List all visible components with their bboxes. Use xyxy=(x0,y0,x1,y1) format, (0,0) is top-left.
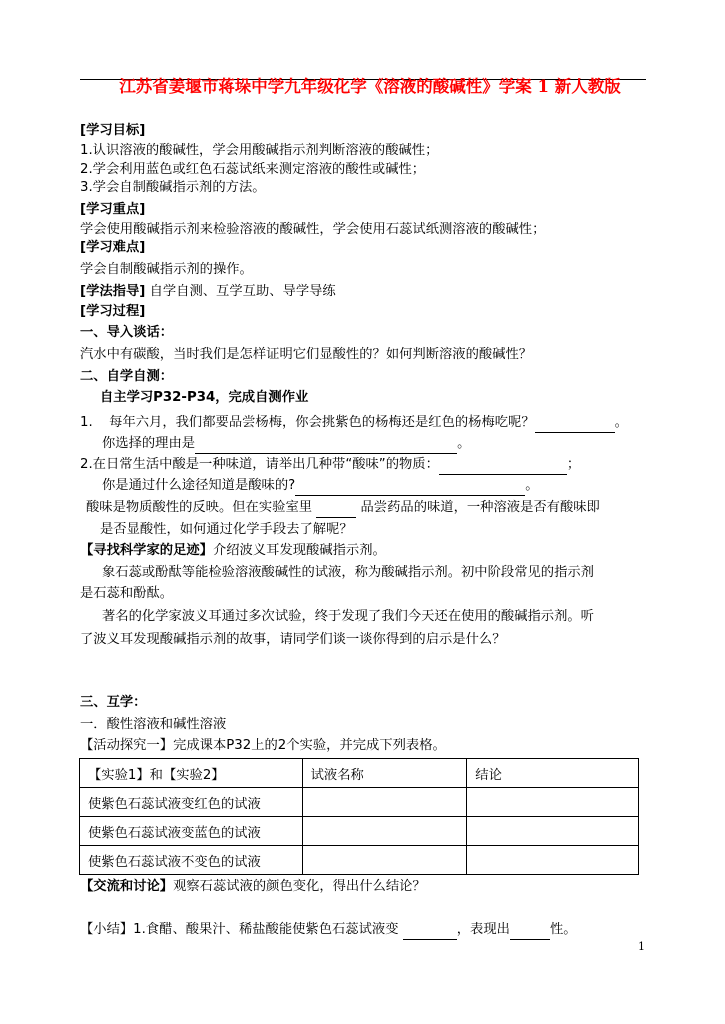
mutual-sub: 一．酸性溶液和碱性溶液 xyxy=(80,717,227,732)
question-2-text: 2.在日常生活中酸是一种味道，请举出几种带“酸味”的物质： xyxy=(80,457,439,472)
method-heading: [学法指导] xyxy=(80,284,146,299)
paragraph-1-line-1 xyxy=(86,498,600,518)
table-cell[interactable] xyxy=(302,846,467,875)
experiment-table xyxy=(79,758,639,875)
intro-heading: 一、导入谈话： xyxy=(80,325,174,340)
table-cell: 使紫色石蕊试液变红色的试液 xyxy=(80,788,303,817)
method-line xyxy=(80,282,336,302)
table-cell[interactable] xyxy=(467,817,639,846)
answer-blank-4[interactable] xyxy=(295,481,525,496)
table-cell[interactable] xyxy=(467,846,639,875)
paragraph-1b: 品尝药品的味道，一种溶液是否有酸味即 xyxy=(360,500,600,515)
answer-blank-1[interactable] xyxy=(535,418,615,433)
question-1 xyxy=(80,413,628,433)
process-heading: [学习过程] xyxy=(80,304,146,319)
scientist-text: 介绍波义耳发现酸碱指示剂。 xyxy=(212,543,386,558)
self-test-heading: 二、自学自测： xyxy=(80,369,174,384)
paragraph-3-line-2: 了波义耳发现酸碱指示剂的故事，请同学们谈一谈你得到的启示是什么？ xyxy=(80,632,506,647)
page-number: 1 xyxy=(638,940,645,953)
summary-text-c: 性。 xyxy=(549,922,577,937)
paragraph-2-line-1: 象石蕊或酚酞等能检验溶液酸碱性的试液，称为酸碱指示剂。初中阶段常见的指示剂 xyxy=(102,565,594,580)
table-header-cell: 【实验1】和【实验2】 xyxy=(80,759,303,788)
answer-blank-5[interactable] xyxy=(316,503,356,518)
answer-blank-2[interactable] xyxy=(195,439,457,454)
goal-item-2: 2.学会利用蓝色或红色石蕊试纸来测定溶液的酸性或碱性； xyxy=(80,162,426,177)
page-title: 江苏省姜堰市蒋垛中学九年级化学《溶液的酸碱性》学案 1 新人教版 xyxy=(119,77,621,96)
discuss-line xyxy=(80,877,426,897)
question-2b-end: 。 xyxy=(525,478,539,493)
table-header-cell: 结论 xyxy=(467,759,639,788)
discuss-text: 观察石蕊试液的颜色变化，得出什么结论？ xyxy=(173,879,426,894)
table-header-cell: 试液名称 xyxy=(302,759,467,788)
difficulty-text: 学会自制酸碱指示剂的操作。 xyxy=(80,262,253,277)
answer-blank-3[interactable] xyxy=(439,460,567,475)
table-header-row xyxy=(80,759,639,788)
goal-item-1: 1.认识溶液的酸碱性，学会用酸碱指示剂判断溶液的酸碱性； xyxy=(80,143,439,158)
mutual-heading: 三、互学： xyxy=(80,695,147,710)
question-1-reason-label: 你选择的理由是 xyxy=(102,436,196,451)
question-1-number: 1. xyxy=(80,415,93,430)
self-test-sub: 自主学习P32-P34，完成自测作业 xyxy=(100,390,309,405)
table-row xyxy=(80,817,639,846)
goals-heading: [学习目标] xyxy=(80,123,146,138)
question-1-text: 每年六月，我们都要品尝杨梅，你会挑紫色的杨梅还是红色的杨梅吃呢？ xyxy=(109,415,535,430)
question-1-end: 。 xyxy=(614,415,628,430)
scientist-line xyxy=(80,541,386,561)
table-cell[interactable] xyxy=(302,817,467,846)
question-2-end: ； xyxy=(566,457,581,472)
goal-item-3: 3.学会自制酸碱指示剂的方法。 xyxy=(80,180,266,195)
key-text: 学会使用酸碱指示剂来检验溶液的酸碱性，学会使用石蕊试纸测溶液的酸碱性； xyxy=(80,222,546,237)
difficulty-heading: [学习难点] xyxy=(80,240,146,255)
question-1-reason-end: 。 xyxy=(457,436,471,451)
question-2 xyxy=(80,455,580,475)
activity-text: 完成课本P32上的2个实验，并完成下列表格。 xyxy=(173,738,446,753)
discuss-heading: 【交流和讨论】 xyxy=(80,879,174,894)
answer-blank-6[interactable] xyxy=(403,925,457,940)
question-2b-text: 你是通过什么途径知道是酸味的? xyxy=(102,478,296,493)
intro-text: 汽水中有碳酸，当时我们是怎样证明它们显酸性的？如何判断溶液的酸碱性？ xyxy=(80,347,533,362)
summary-text-a: 【小结】1.食醋、酸果汁、稀盐酸能使紫色石蕊试液变 xyxy=(80,922,399,937)
table-cell[interactable] xyxy=(467,788,639,817)
summary-text-b: ，表现出 xyxy=(456,922,510,937)
table-cell: 使紫色石蕊试液变蓝色的试液 xyxy=(80,817,303,846)
paragraph-1a: 酸味是物质酸性的反映。但在实验室里 xyxy=(86,500,313,515)
table-cell: 使紫色石蕊试液不变色的试液 xyxy=(80,846,303,875)
method-text: 自学自测、互学互助、导学导练 xyxy=(149,284,336,299)
activity-line xyxy=(80,736,446,756)
table-row xyxy=(80,846,639,875)
scientist-heading: 【寻找科学家的足迹】 xyxy=(80,543,213,558)
question-1-reason xyxy=(102,434,470,454)
table-row xyxy=(80,788,639,817)
key-heading: [学习重点] xyxy=(80,202,146,217)
paragraph-2-line-2: 是石蕊和酚酞。 xyxy=(80,586,174,601)
paragraph-1-line-2: 是否显酸性，如何通过化学手段去了解呢？ xyxy=(100,522,353,537)
question-2b xyxy=(102,476,539,496)
activity-heading: 【活动探究一】 xyxy=(80,738,174,753)
paragraph-3-line-1: 著名的化学家波义耳通过多次试验，终于发现了我们今天还在使用的酸碱指示剂。听 xyxy=(102,609,594,624)
summary-line xyxy=(80,920,577,940)
answer-blank-7[interactable] xyxy=(510,925,550,940)
table-cell[interactable] xyxy=(302,788,467,817)
